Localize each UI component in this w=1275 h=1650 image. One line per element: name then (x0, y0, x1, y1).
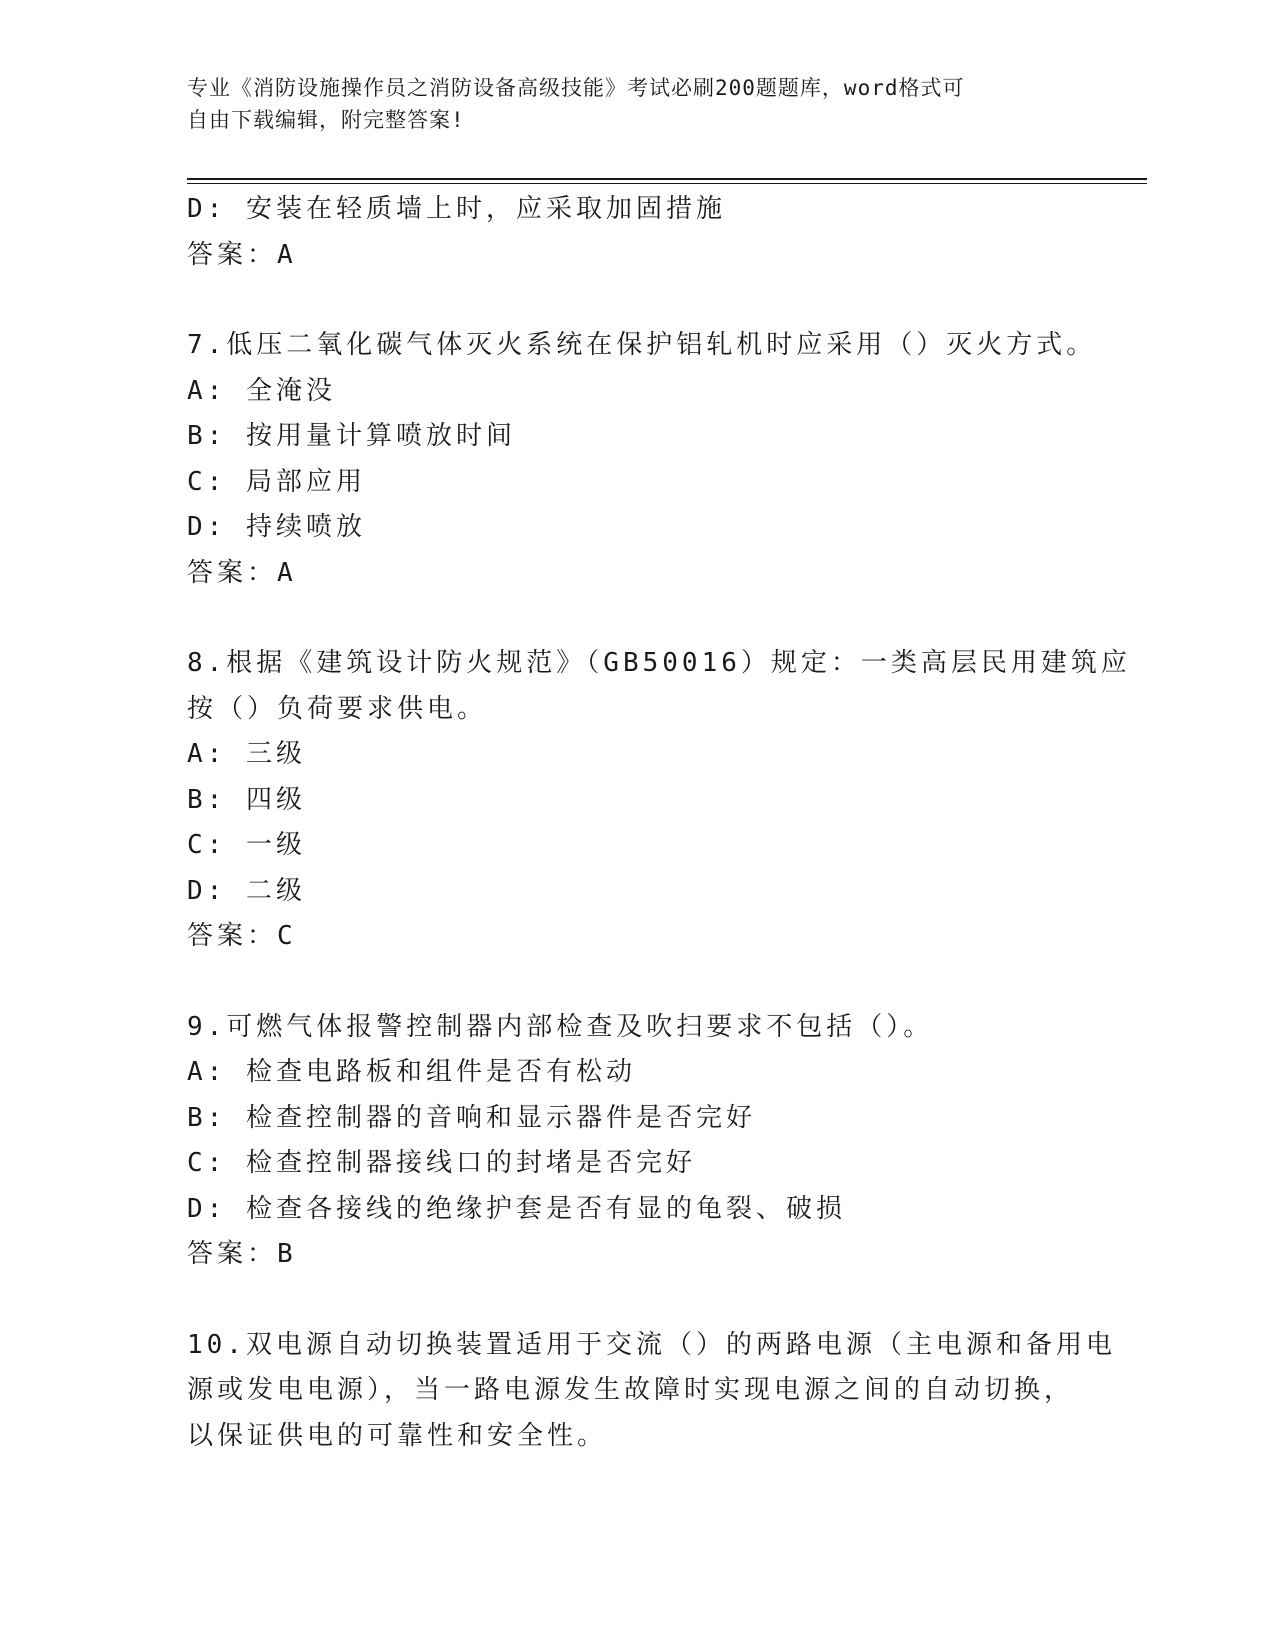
question-stem-continued: 源或发电电源），当一路电源发生故障时实现电源之间的自动切换， (187, 1375, 1075, 1405)
option-a: A: 三级 (187, 739, 306, 769)
document-header (187, 72, 1067, 136)
header-line-1: 专业《消防设施操作员之消防设备高级技能》考试必刷200题题库，word格式可 (187, 76, 965, 100)
answer: 答案：C (187, 921, 297, 951)
option-b: B: 四级 (187, 784, 306, 815)
header-divider-thin (187, 183, 1147, 184)
question-stem: 7.低压二氧化碳气体灭火系统在保护铝轧机时应采用（）灭火方式。 (187, 330, 1097, 360)
option-a: A: 全淹没 (187, 375, 336, 406)
question-stem: 8.根据《建筑设计防火规范》（GB50016）规定：一类高层民用建筑应 (187, 648, 1131, 678)
option-d: D: 检查各接线的绝缘护套是否有显的龟裂、破损 (187, 1193, 846, 1224)
question-10 (187, 1323, 1116, 1460)
option-b: B: 检查控制器的音响和显示器件是否完好 (187, 1102, 756, 1133)
question-8 (187, 641, 1131, 960)
header-divider-thick (187, 178, 1147, 180)
header-line-2: 自由下载编辑，附完整答案! (187, 108, 465, 132)
option-d: D: 二级 (187, 875, 306, 906)
question-7 (187, 323, 1097, 596)
option-c: C: 一级 (187, 830, 306, 860)
option-c: C: 局部应用 (187, 466, 366, 497)
answer: 答案：A (187, 557, 297, 588)
option-c: C: 检查控制器接线口的封堵是否完好 (187, 1148, 696, 1178)
question-stem-continued: 按（）负荷要求供电。 (187, 693, 488, 724)
question-stem: 9.可燃气体报警控制器内部检查及吹扫要求不包括（）。 (187, 1011, 934, 1042)
answer-continued: 答案：A (187, 239, 297, 270)
question-stem: 10.双电源自动切换装置适用于交流（）的两路电源（主电源和备用电 (187, 1329, 1116, 1360)
option-d-continued: D: 安装在轻质墙上时，应采取加固措施 (187, 194, 726, 224)
answer: 答案：B (187, 1239, 297, 1269)
question-content (187, 187, 1131, 1459)
question-stem-continued: 以保证供电的可靠性和安全性。 (187, 1420, 608, 1451)
question-9 (187, 1005, 1087, 1278)
option-d: D: 持续喷放 (187, 512, 366, 542)
option-b: B: 按用量计算喷放时间 (187, 421, 516, 451)
option-a: A: 检查电路板和组件是否有松动 (187, 1057, 636, 1087)
